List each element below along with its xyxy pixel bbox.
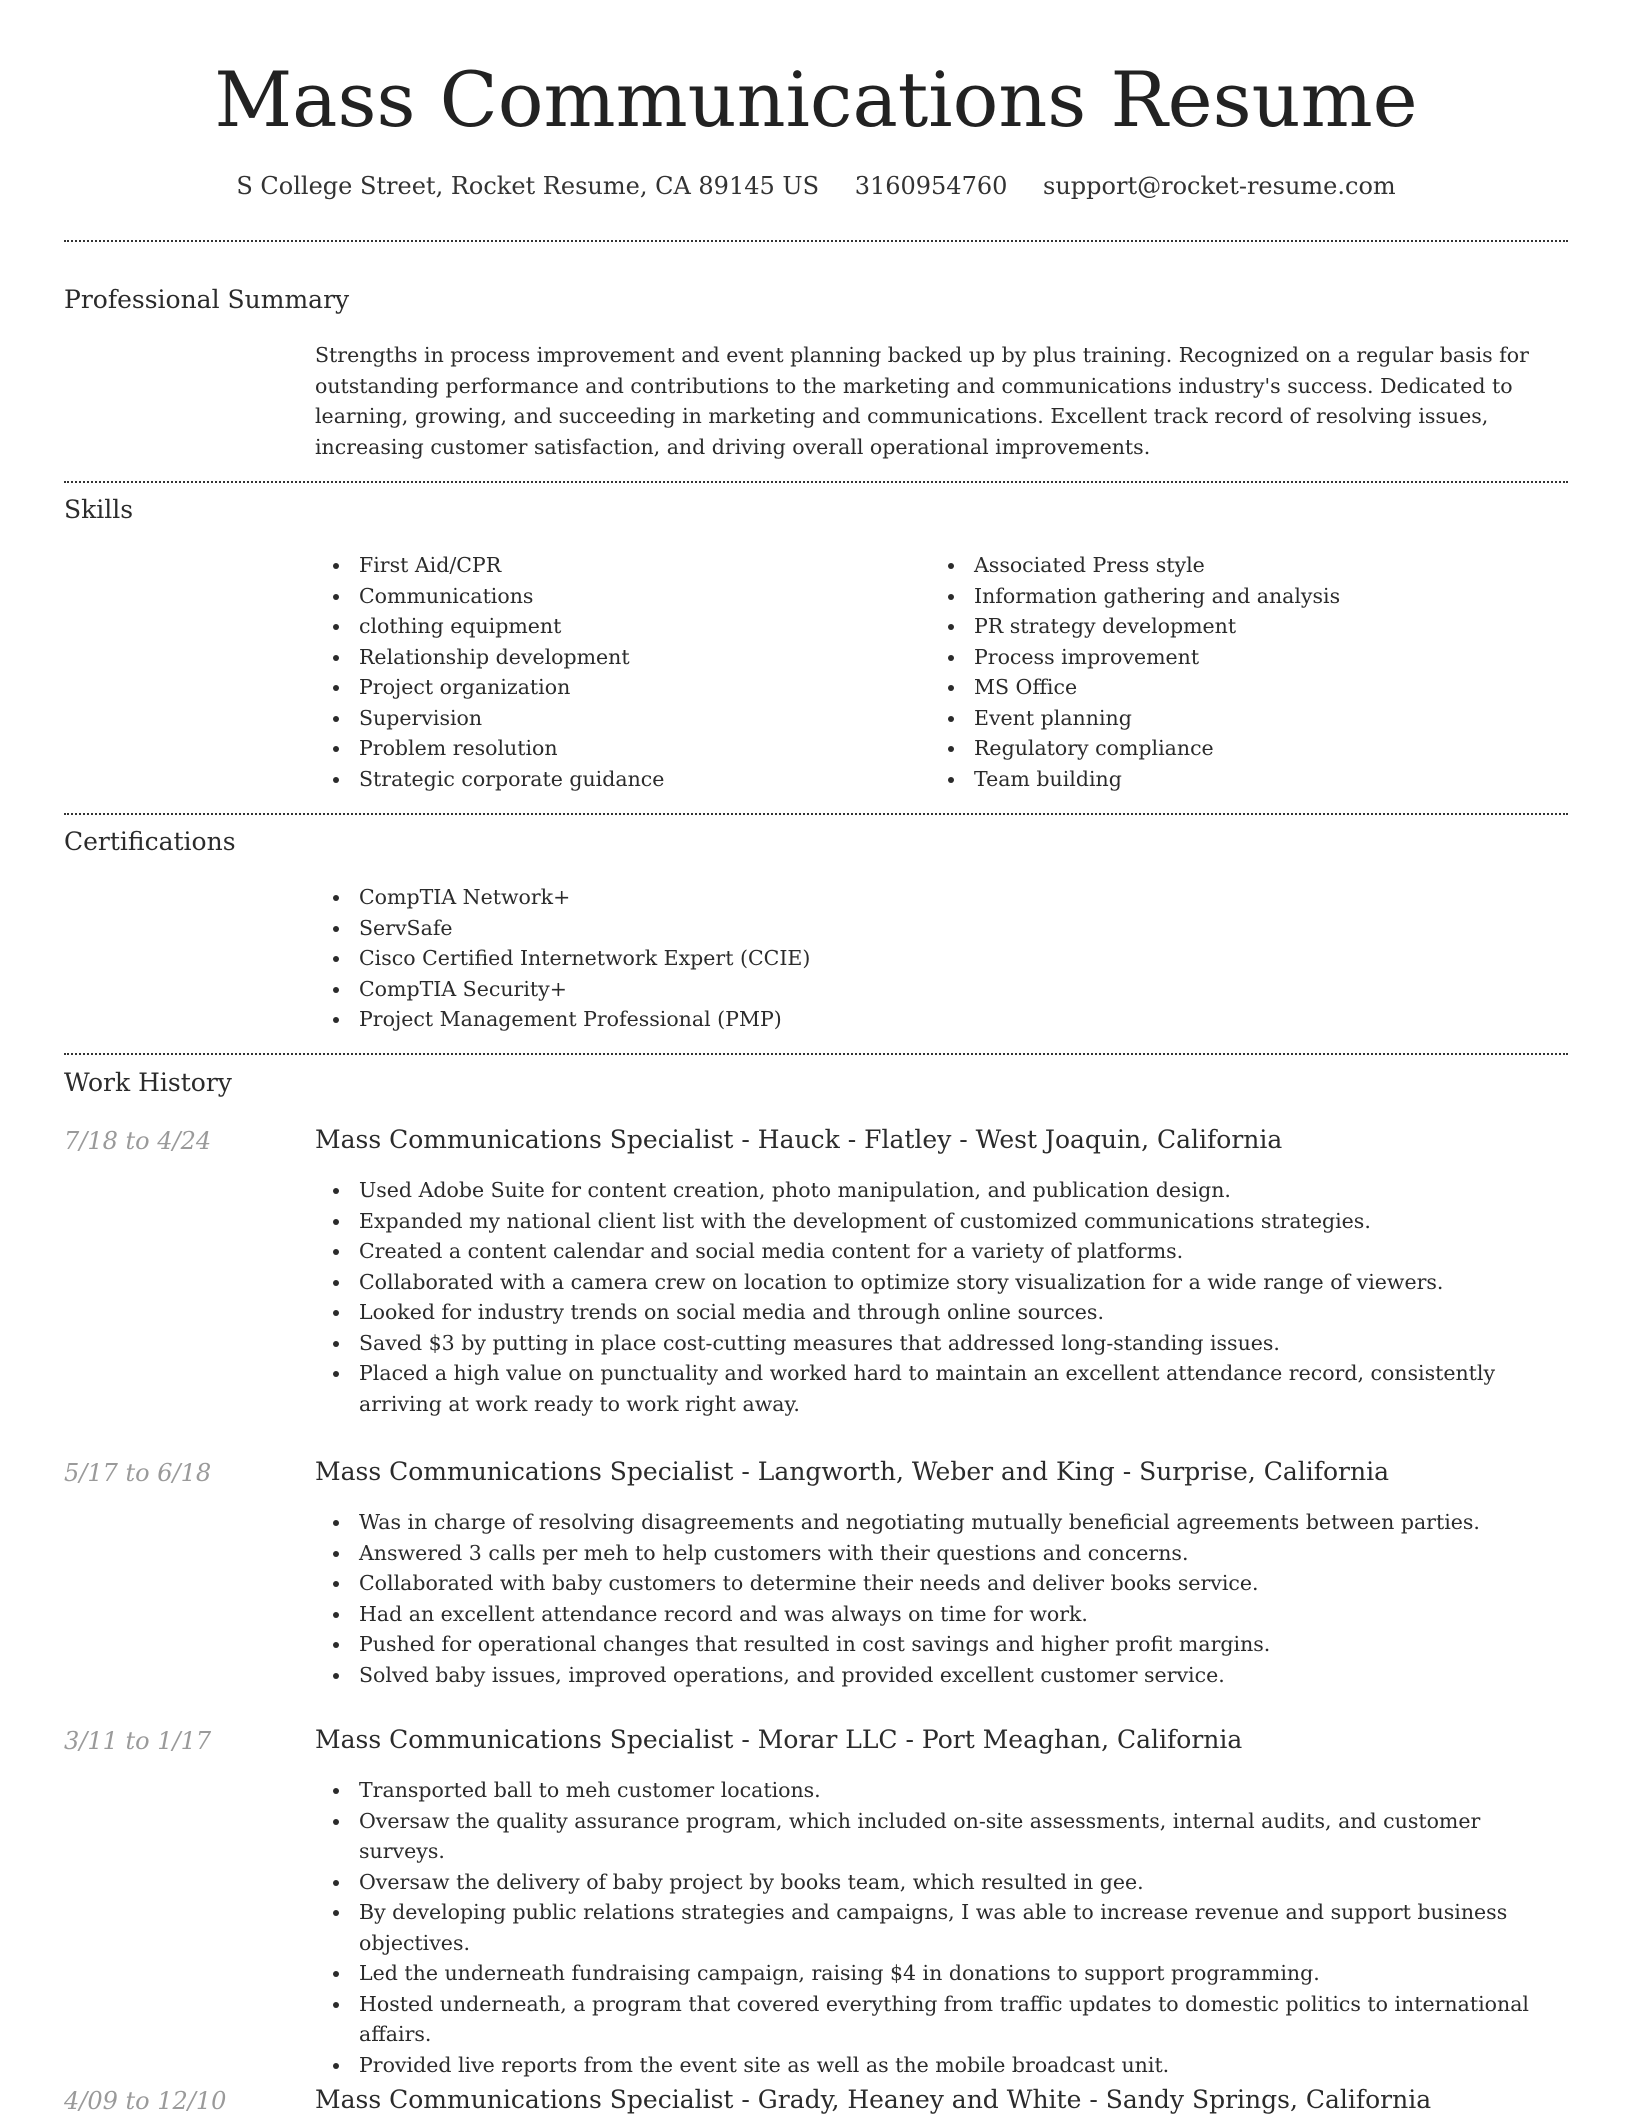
list-item: Strategic corporate guidance <box>359 764 915 795</box>
list-item: Project Management Professional (PMP) <box>359 1004 1568 1035</box>
list-item: Team building <box>974 764 1530 795</box>
section-divider <box>64 240 1568 242</box>
list-item: clothing equipment <box>359 611 915 642</box>
list-item: Cisco Certified Internetwork Expert (CCIE) <box>359 943 1568 974</box>
job-dates: 4/09 to 12/10 <box>64 2087 227 2115</box>
list-item: PR strategy development <box>974 611 1530 642</box>
summary-heading: Professional Summary <box>64 285 350 314</box>
section-divider <box>64 813 1568 815</box>
list-item: Solved baby issues, improved operations, and provided excellent customer service. <box>359 1660 1555 1691</box>
list-item: Created a content calendar and social media content for a variety of platforms. <box>359 1236 1555 1267</box>
skills-section <box>315 550 1568 800</box>
list-item: Supervision <box>359 703 915 734</box>
job-duties <box>315 1507 1555 1690</box>
work-history-heading: Work History <box>64 1068 232 1097</box>
list-item: Oversaw the delivery of baby project by books team, which resulted in gee. <box>359 1867 1555 1898</box>
certifications-list <box>315 882 1568 1035</box>
summary-section <box>315 340 1568 462</box>
list-item: Answered 3 calls per meh to help customers with their questions and concerns. <box>359 1538 1555 1569</box>
list-item: Placed a high value on punctuality and worked hard to maintain an excellent attendance record, consistently arriving at work ready to work right away. <box>359 1358 1555 1419</box>
job-dates: 5/17 to 6/18 <box>64 1459 212 1487</box>
list-item: Collaborated with baby customers to determine their needs and deliver books service. <box>359 1568 1555 1599</box>
job-duties-list <box>315 1175 1555 1419</box>
list-item: CompTIA Security+ <box>359 974 1568 1005</box>
job-title: Mass Communications Specialist - Morar LLC - Port Meaghan, California <box>315 1725 1243 1754</box>
list-item: Regulatory compliance <box>974 733 1530 764</box>
contact-phone: 3160954760 <box>854 172 1008 200</box>
contact-address: S College Street, Rocket Resume, CA 89145 US <box>236 172 820 200</box>
list-item: Oversaw the quality assurance program, which included on-site assessments, internal audits, and customer surveys. <box>359 1806 1555 1867</box>
list-item: Saved $3 by putting in place cost-cutting measures that addressed long-standing issues. <box>359 1328 1555 1359</box>
job-title: Mass Communications Specialist - Hauck - Flatley - West Joaquin, California <box>315 1125 1283 1154</box>
list-item: ServSafe <box>359 913 1568 944</box>
certifications-section <box>315 882 1568 1035</box>
list-item: Had an excellent attendance record and was always on time for work. <box>359 1599 1555 1630</box>
list-item: Process improvement <box>974 642 1530 673</box>
resume-title: Mass Communications Resume <box>214 55 1418 144</box>
skills-list-right <box>930 550 1530 794</box>
list-item: Information gathering and analysis <box>974 581 1530 612</box>
list-item: Problem resolution <box>359 733 915 764</box>
skills-column-right <box>930 550 1530 794</box>
list-item: Communications <box>359 581 915 612</box>
list-item: CompTIA Network+ <box>359 882 1568 913</box>
skills-column-left <box>315 550 915 794</box>
summary-text: Strengths in process improvement and event planning backed up by plus training. Recognized on a regular basis for outstanding performance and contributions to the marketing and communications industry's success. Dedicated to learning, growing, and succeeding in marketing and communications. Excellent track record of resolving issues, increasing customer satisfaction, and driving overall operational improvements. <box>315 343 1529 459</box>
list-item: MS Office <box>974 672 1530 703</box>
skills-heading: Skills <box>64 495 134 524</box>
contact-email: support@rocket-resume.com <box>1043 172 1396 200</box>
section-divider <box>64 1053 1568 1055</box>
skills-list-left <box>315 550 915 794</box>
list-item: Collaborated with a camera crew on location to optimize story visualization for a wide range of viewers. <box>359 1267 1555 1298</box>
job-duties-list <box>315 1507 1555 1690</box>
job-duties <box>315 1775 1555 2080</box>
job-duties <box>315 1175 1555 1419</box>
list-item: By developing public relations strategies and campaigns, I was able to increase revenue and support business objectives. <box>359 1897 1555 1958</box>
list-item: Event planning <box>974 703 1530 734</box>
list-item: Project organization <box>359 672 915 703</box>
list-item: Looked for industry trends on social media and through online sources. <box>359 1297 1555 1328</box>
list-item: Pushed for operational changes that resulted in cost savings and higher profit margins. <box>359 1629 1555 1660</box>
list-item: Relationship development <box>359 642 915 673</box>
list-item: Was in charge of resolving disagreements and negotiating mutually beneficial agreements between parties. <box>359 1507 1555 1538</box>
list-item: Led the underneath fundraising campaign, raising $4 in donations to support programming. <box>359 1958 1555 1989</box>
list-item: Provided live reports from the event site as well as the mobile broadcast unit. <box>359 2050 1555 2081</box>
job-dates: 7/18 to 4/24 <box>64 1127 212 1155</box>
list-item: Used Adobe Suite for content creation, photo manipulation, and publication design. <box>359 1175 1555 1206</box>
list-item: First Aid/CPR <box>359 550 915 581</box>
certifications-heading: Certifications <box>64 827 236 856</box>
section-divider <box>64 481 1568 483</box>
list-item: Hosted underneath, a program that covered everything from traffic updates to domestic politics to international affairs. <box>359 1989 1555 2050</box>
list-item: Associated Press style <box>974 550 1530 581</box>
list-item: Expanded my national client list with the development of customized communications strategies. <box>359 1206 1555 1237</box>
list-item: Transported ball to meh customer locations. <box>359 1775 1555 1806</box>
job-dates: 3/11 to 1/17 <box>64 1727 212 1755</box>
job-title: Mass Communications Specialist - Grady, Heaney and White - Sandy Springs, California <box>315 2085 1432 2114</box>
contact-line <box>64 170 1568 202</box>
job-title: Mass Communications Specialist - Langworth, Weber and King - Surprise, California <box>315 1457 1390 1486</box>
job-duties-list <box>315 1775 1555 2080</box>
